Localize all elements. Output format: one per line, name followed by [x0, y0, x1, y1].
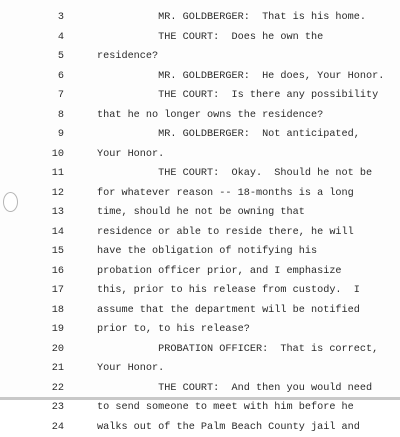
transcript-line	[0, 47, 400, 67]
transcript-line	[0, 301, 400, 321]
line-text: THE COURT: Does he own the	[97, 28, 323, 48]
line-number: 7	[44, 86, 64, 106]
line-text: that he no longer owns the residence?	[97, 106, 323, 126]
line-number: 24	[44, 418, 64, 437]
line-number: 3	[44, 8, 64, 28]
transcript-line	[0, 8, 400, 28]
line-number: 10	[44, 145, 64, 165]
line-number: 12	[44, 184, 64, 204]
line-number: 5	[44, 47, 64, 67]
transcript-line	[0, 340, 400, 360]
line-text: walks out of the Palm Beach County jail and	[97, 418, 360, 437]
transcript-line	[0, 379, 400, 399]
line-number: 8	[44, 106, 64, 126]
line-number: 16	[44, 262, 64, 282]
line-number: 17	[44, 281, 64, 301]
line-text: MR. GOLDBERGER: He does, Your Honor.	[97, 67, 384, 87]
line-text: for whatever reason -- 18-months is a long	[97, 184, 354, 204]
line-number: 13	[44, 203, 64, 223]
line-number: 22	[44, 379, 64, 399]
line-text: MR. GOLDBERGER: Not anticipated,	[97, 125, 360, 145]
line-text: this, prior to his release from custody. I	[97, 281, 360, 301]
line-number: 9	[44, 125, 64, 145]
transcript-line	[0, 28, 400, 48]
line-number: 14	[44, 223, 64, 243]
line-number: 6	[44, 67, 64, 87]
transcript-line	[0, 223, 400, 243]
line-text: THE COURT: And then you would need	[97, 379, 372, 399]
transcript-line	[0, 184, 400, 204]
line-text: assume that the department will be notified	[97, 301, 360, 321]
line-text: THE COURT: Okay. Should he not be	[97, 164, 372, 184]
transcript-line	[0, 164, 400, 184]
line-number: 23	[44, 398, 64, 418]
transcript-line	[0, 145, 400, 165]
transcript-body	[0, 8, 400, 437]
page-bottom-edge	[0, 397, 400, 400]
transcript-line	[0, 125, 400, 145]
line-number: 21	[44, 359, 64, 379]
line-text: Your Honor.	[97, 145, 164, 165]
transcript-line	[0, 262, 400, 282]
transcript-line	[0, 203, 400, 223]
line-number: 11	[44, 164, 64, 184]
transcript-line	[0, 398, 400, 418]
line-number: 4	[44, 28, 64, 48]
line-number: 19	[44, 320, 64, 340]
line-text: Your Honor.	[97, 359, 164, 379]
line-text: have the obligation of notifying his	[97, 242, 317, 262]
line-text: time, should he not be owning that	[97, 203, 305, 223]
line-number: 18	[44, 301, 64, 321]
line-text: MR. GOLDBERGER: That is his home.	[97, 8, 366, 28]
line-text: prior to, to his release?	[97, 320, 250, 340]
line-number: 20	[44, 340, 64, 360]
line-text: PROBATION OFFICER: That is correct,	[97, 340, 378, 360]
transcript-line	[0, 86, 400, 106]
transcript-line	[0, 320, 400, 340]
transcript-line	[0, 242, 400, 262]
transcript-line	[0, 67, 400, 87]
line-text: THE COURT: Is there any possibility	[97, 86, 378, 106]
line-number: 15	[44, 242, 64, 262]
transcript-line	[0, 106, 400, 126]
line-text: probation officer prior, and I emphasize	[97, 262, 342, 282]
line-text: residence or able to reside there, he will	[97, 223, 354, 243]
transcript-line	[0, 418, 400, 437]
line-text: to send someone to meet with him before he	[97, 398, 354, 418]
transcript-line	[0, 281, 400, 301]
transcript-line	[0, 359, 400, 379]
line-text: residence?	[97, 47, 158, 67]
